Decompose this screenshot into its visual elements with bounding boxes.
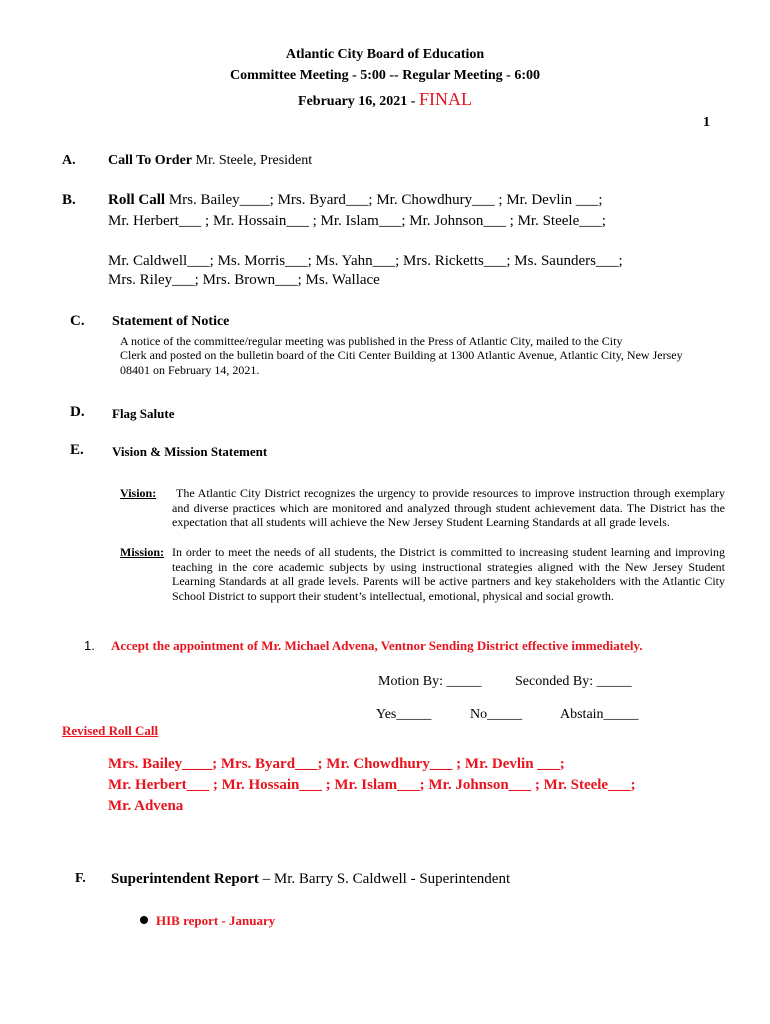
roll-call-names-1: Mrs. Bailey____; Mrs. Byard___; Mr. Chowdhury___ ; Mr. Devlin ___; — [168, 192, 603, 208]
call-to-order — [108, 153, 312, 169]
revised-roll-line-3: Mr. Advena — [108, 798, 184, 814]
revised-roll-line-2: Mr. Herbert___ ; Mr. Hossain___ ; Mr. Islam___; Mr. Johnson___ ; Mr. Steele___; — [108, 777, 636, 793]
meeting-times: Committee Meeting - 5:00 -- Regular Meeting - 6:00 — [230, 68, 540, 83]
board-title: Atlantic City Board of Education — [285, 47, 485, 62]
motion-by: Motion By: _____ — [378, 674, 482, 689]
mission-text: In order to meet the needs of all students, the District is committed to increasing student learning and improving teaching in the core academic subjects by using instructional strategies aligned with the New Jersey Student Learning Standards at all grade levels. Parents will be active partners and key stakeholders with the Atlantic City School District to support their student’s intellectual, emotional, physical and social growth. — [172, 545, 725, 603]
meeting-date-line — [0, 89, 770, 110]
vote-no: No_____ — [470, 707, 523, 722]
superintendent-report-title: Superintendent Report — [111, 871, 259, 887]
item-1-number: 1. — [84, 638, 95, 653]
vote-yes: Yes_____ — [376, 707, 432, 722]
section-c-letter: C. — [70, 313, 85, 329]
revised-roll-line-1: Mrs. Bailey____; Mrs. Byard___; Mr. Chowdhury___ ; Mr. Devlin ___; — [108, 756, 565, 772]
roll-call-line-2: Mr. Herbert___ ; Mr. Hossain___ ; Mr. Islam___; Mr. Johnson___ ; Mr. Steele___; — [108, 213, 606, 229]
vision-label: Vision: — [120, 486, 157, 500]
revised-roll-call-label: Revised Roll Call — [62, 723, 159, 738]
meeting-date: February 16, 2021 - — [298, 94, 419, 109]
section-d-letter: D. — [70, 404, 85, 420]
section-a-letter: A. — [62, 153, 76, 168]
mission-label: Mission: — [120, 545, 165, 559]
final-label: FINAL — [418, 89, 472, 109]
call-to-order-title: Call To Order — [108, 153, 193, 168]
vision-text: The Atlantic City District recognizes the urgency to provide resources to improve instruction through exemplary and diverse practices which are monitored and analyzed through student achievement data. The District has the expectation that all students will achieve the New Jersey Student Learning Standards at all grade levels. — [172, 486, 725, 530]
hib-report-text: HIB report - January — [156, 913, 276, 928]
item-1-text: Accept the appointment of Mr. Michael Advena, Ventnor Sending District effective immediately. — [111, 638, 643, 653]
notice-line-3: 08401 on February 14, 2021. — [120, 363, 260, 377]
section-b-letter: B. — [62, 192, 76, 208]
superintendent-report — [111, 871, 510, 888]
roll-call-line-4: Mrs. Riley___; Mrs. Brown___; Ms. Wallace — [108, 272, 380, 288]
vision-mission-title: Vision & Mission Statement — [112, 444, 268, 459]
hib-report-item — [140, 913, 275, 929]
section-f-letter: F. — [75, 871, 86, 886]
page-number: 1 — [703, 115, 710, 130]
roll-call-title: Roll Call — [108, 192, 166, 208]
roll-call-line-3: Mr. Caldwell___; Ms. Morris___; Ms. Yahn___; Mrs. Ricketts___; Ms. Saunders___; — [108, 253, 623, 269]
statement-of-notice-title: Statement of Notice — [112, 314, 230, 329]
flag-salute-title: Flag Salute — [112, 406, 175, 421]
roll-call-line-1 — [108, 192, 603, 209]
bullet-icon — [140, 916, 148, 924]
notice-line-1: A notice of the committee/regular meeting was published in the Press of Atlantic City, mailed to the City — [120, 334, 623, 348]
superintendent-dash: – — [258, 871, 274, 887]
vote-abstain: Abstain_____ — [560, 707, 639, 722]
section-e-letter: E. — [70, 442, 84, 458]
seconded-by: Seconded By: _____ — [515, 674, 632, 689]
notice-line-2: Clerk and posted on the bulletin board of the Citi Center Building at 1300 Atlantic Avenue, Atlantic City, New Jersey — [120, 348, 683, 362]
call-to-order-text: Mr. Steele, President — [195, 153, 313, 168]
superintendent-name: Mr. Barry S. Caldwell - Superintendent — [273, 871, 511, 887]
